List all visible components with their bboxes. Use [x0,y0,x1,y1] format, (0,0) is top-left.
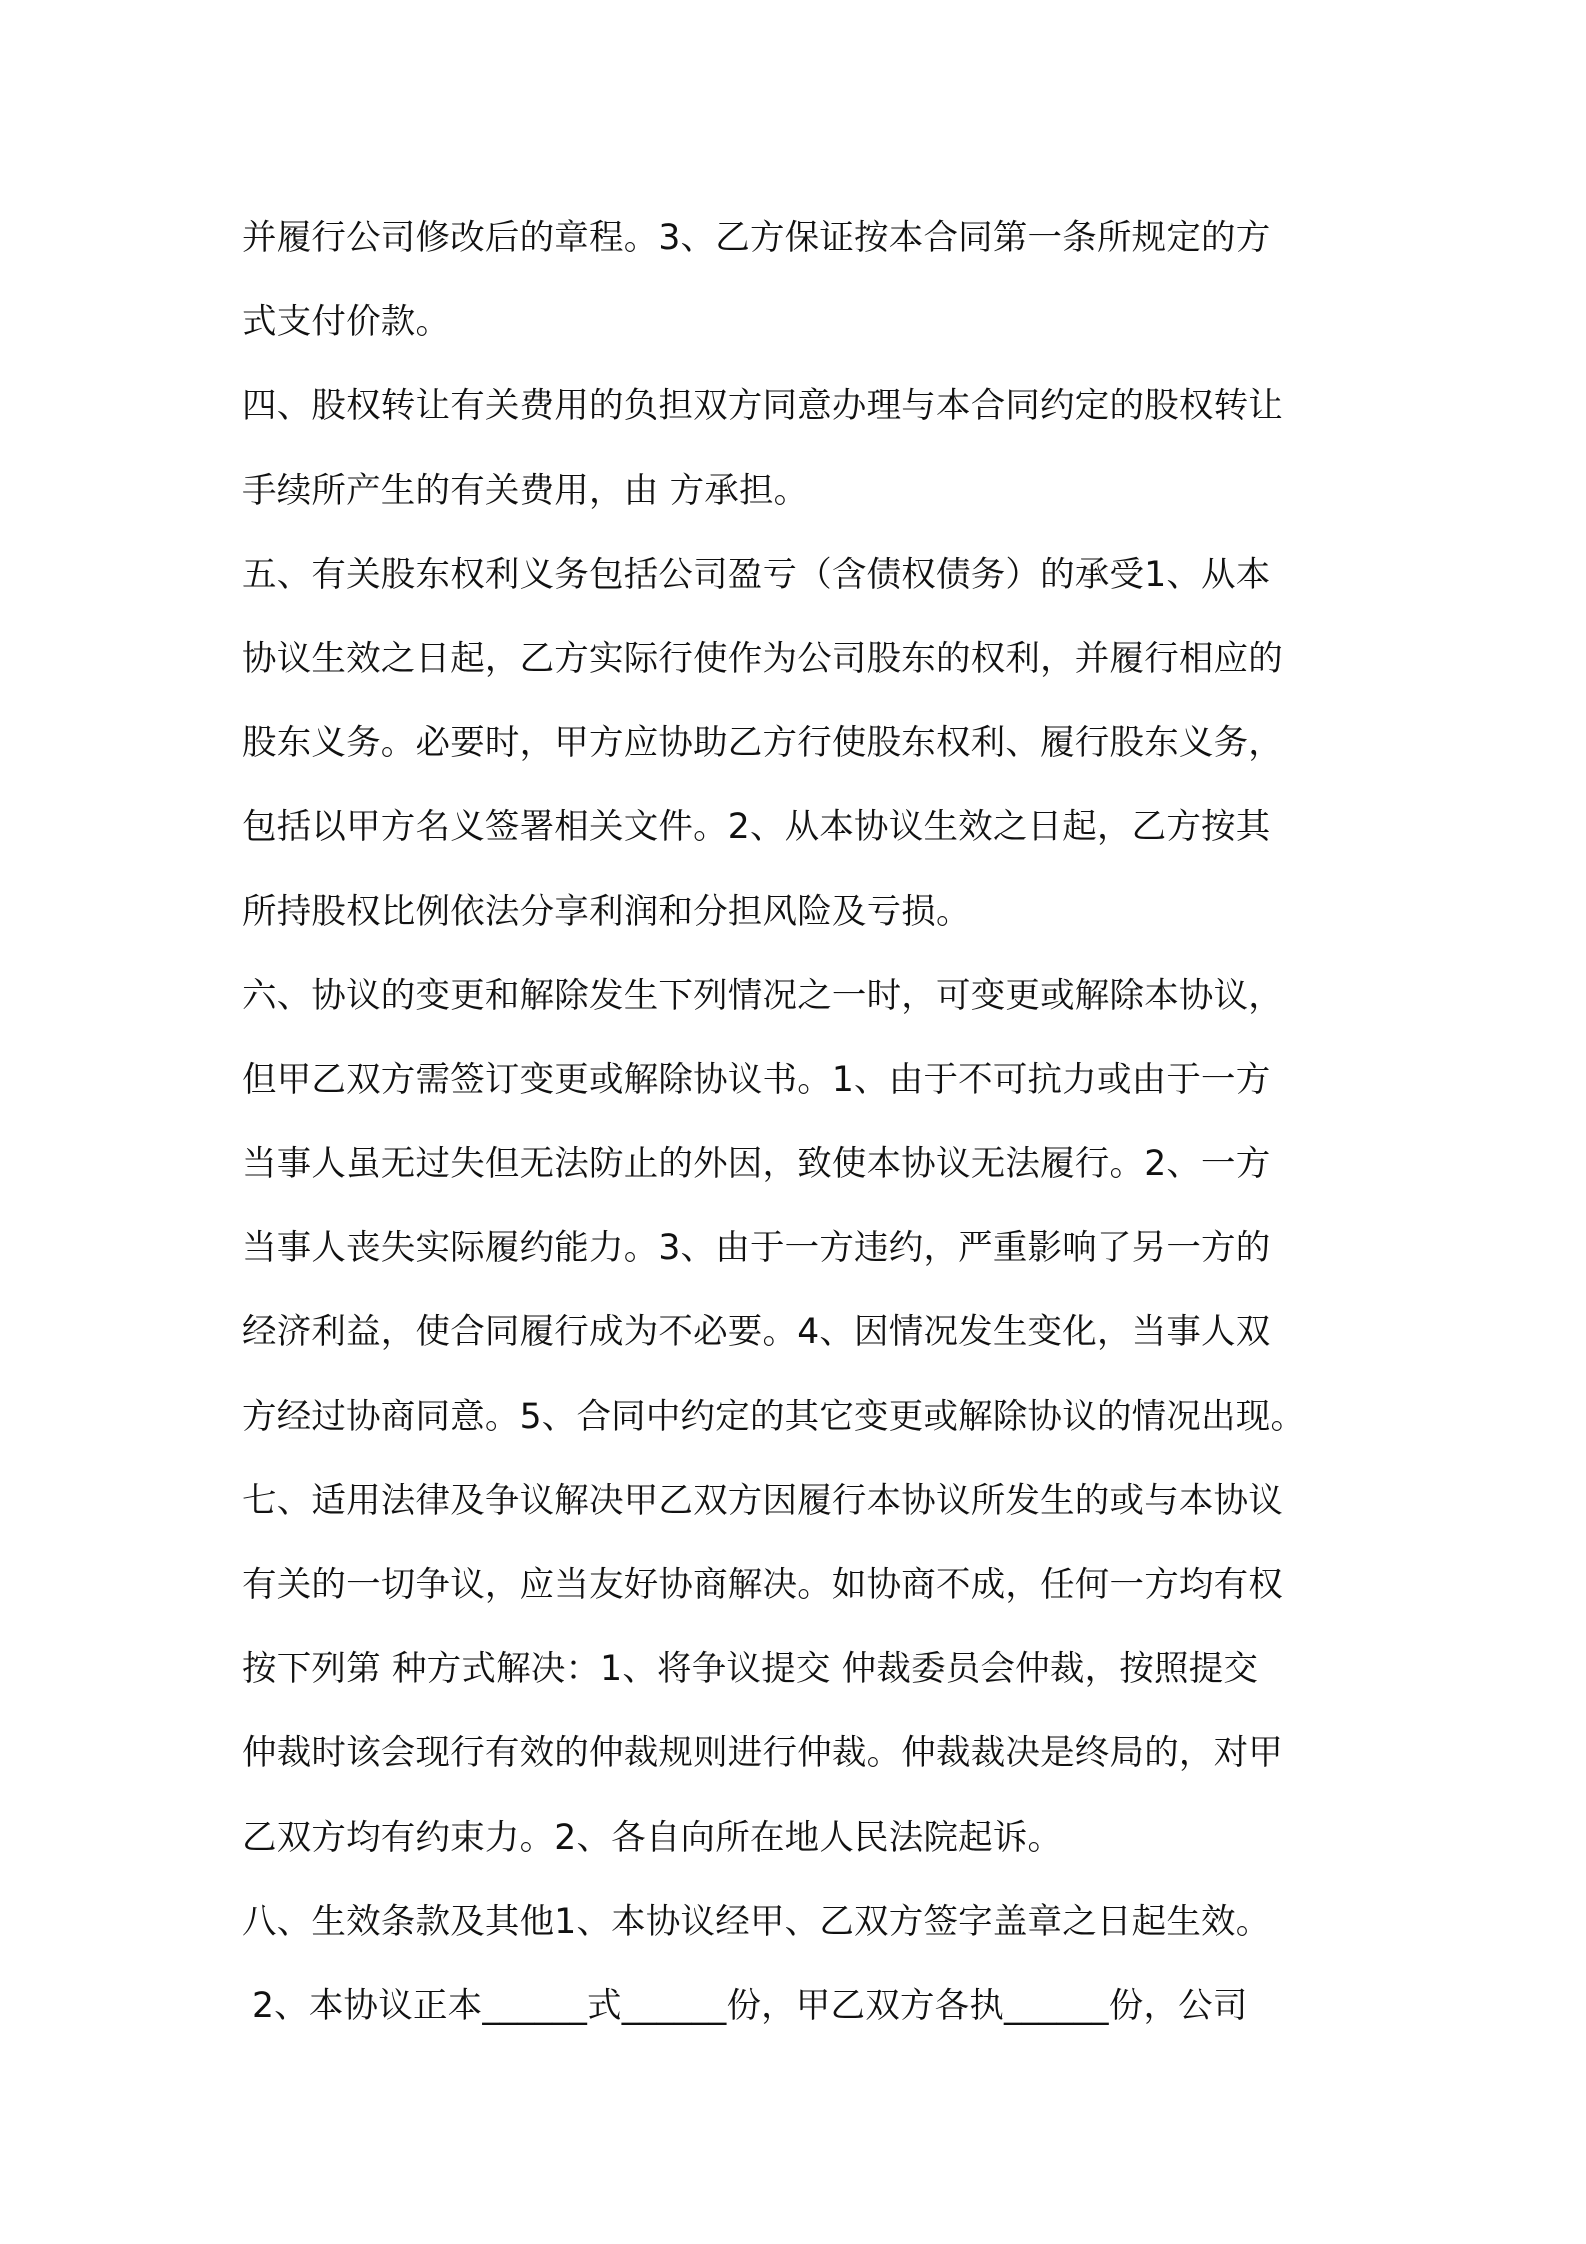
section-8-heading-line: 八、生效条款及其他1、本协议经甲、乙双方签字盖章之日起生效。 [242,1901,1271,1942]
text-line: 当事人丧失实际履约能力。3、由于一方违约，严重影响了另一方的 [242,1228,1271,1269]
section-4-heading-line: 四、股权转让有关费用的负担双方同意办理与本合同约定的股权转让 [242,386,1283,427]
section-6-heading-line: 六、协议的变更和解除发生下列情况之一时，可变更或解除本协议， [242,975,1283,1016]
text-line: 但甲乙双方需签订变更或解除协议书。1、由于不可抗力或由于一方 [242,1059,1271,1100]
section-7-heading-line: 七、适用法律及争议解决甲乙双方因履行本协议所发生的或与本协议 [242,1480,1283,1521]
text-line: 手续所产生的有关费用，由 方承担。 [242,470,809,511]
text-line: 乙双方均有约束力。2、各自向所在地人民法院起诉。 [242,1817,1063,1858]
text-line: 所持股权比例依法分享利润和分担风险及亏损。 [242,891,971,932]
text-line: 股东义务。必要时，甲方应协助乙方行使股东权利、履行股东义务， [242,723,1283,764]
contract-text-body [242,196,1362,2048]
text-line: 方经过协商同意。5、合同中约定的其它变更或解除协议的情况出现。 [242,1396,1306,1437]
section-5-heading-line: 五、有关股东权利义务包括公司盈亏（含债权债务）的承受1、从本 [242,554,1271,595]
text-line: 经济利益，使合同履行成为不必要。4、因情况发生变化，当事人双 [242,1312,1271,1353]
text-line: 包括以甲方名义签署相关文件。2、从本协议生效之日起，乙方按其 [242,807,1271,848]
text-line: 仲裁时该会现行有效的仲裁规则进行仲裁。仲裁裁决是终局的，对甲 [242,1733,1283,1774]
text-line: 并履行公司修改后的章程。3、乙方保证按本合同第一条所规定的方 [242,218,1271,258]
text-line: 协议生效之日起，乙方实际行使作为公司股东的权利，并履行相应的 [242,638,1283,679]
text-line: 有关的一切争议，应当友好协商解决。如协商不成，任何一方均有权 [242,1565,1283,1605]
text-line: 按下列第 种方式解决：1、将争议提交 仲裁委员会仲裁，按照提交 [242,1649,1259,1690]
text-line: 2、本协议正本______式______份，甲乙双方各执______份，公司 [252,1985,1248,2026]
text-line: 当事人虽无过失但无法防止的外因，致使本协议无法履行。2、一方 [242,1144,1271,1185]
text-line: 式支付价款。 [242,302,451,343]
